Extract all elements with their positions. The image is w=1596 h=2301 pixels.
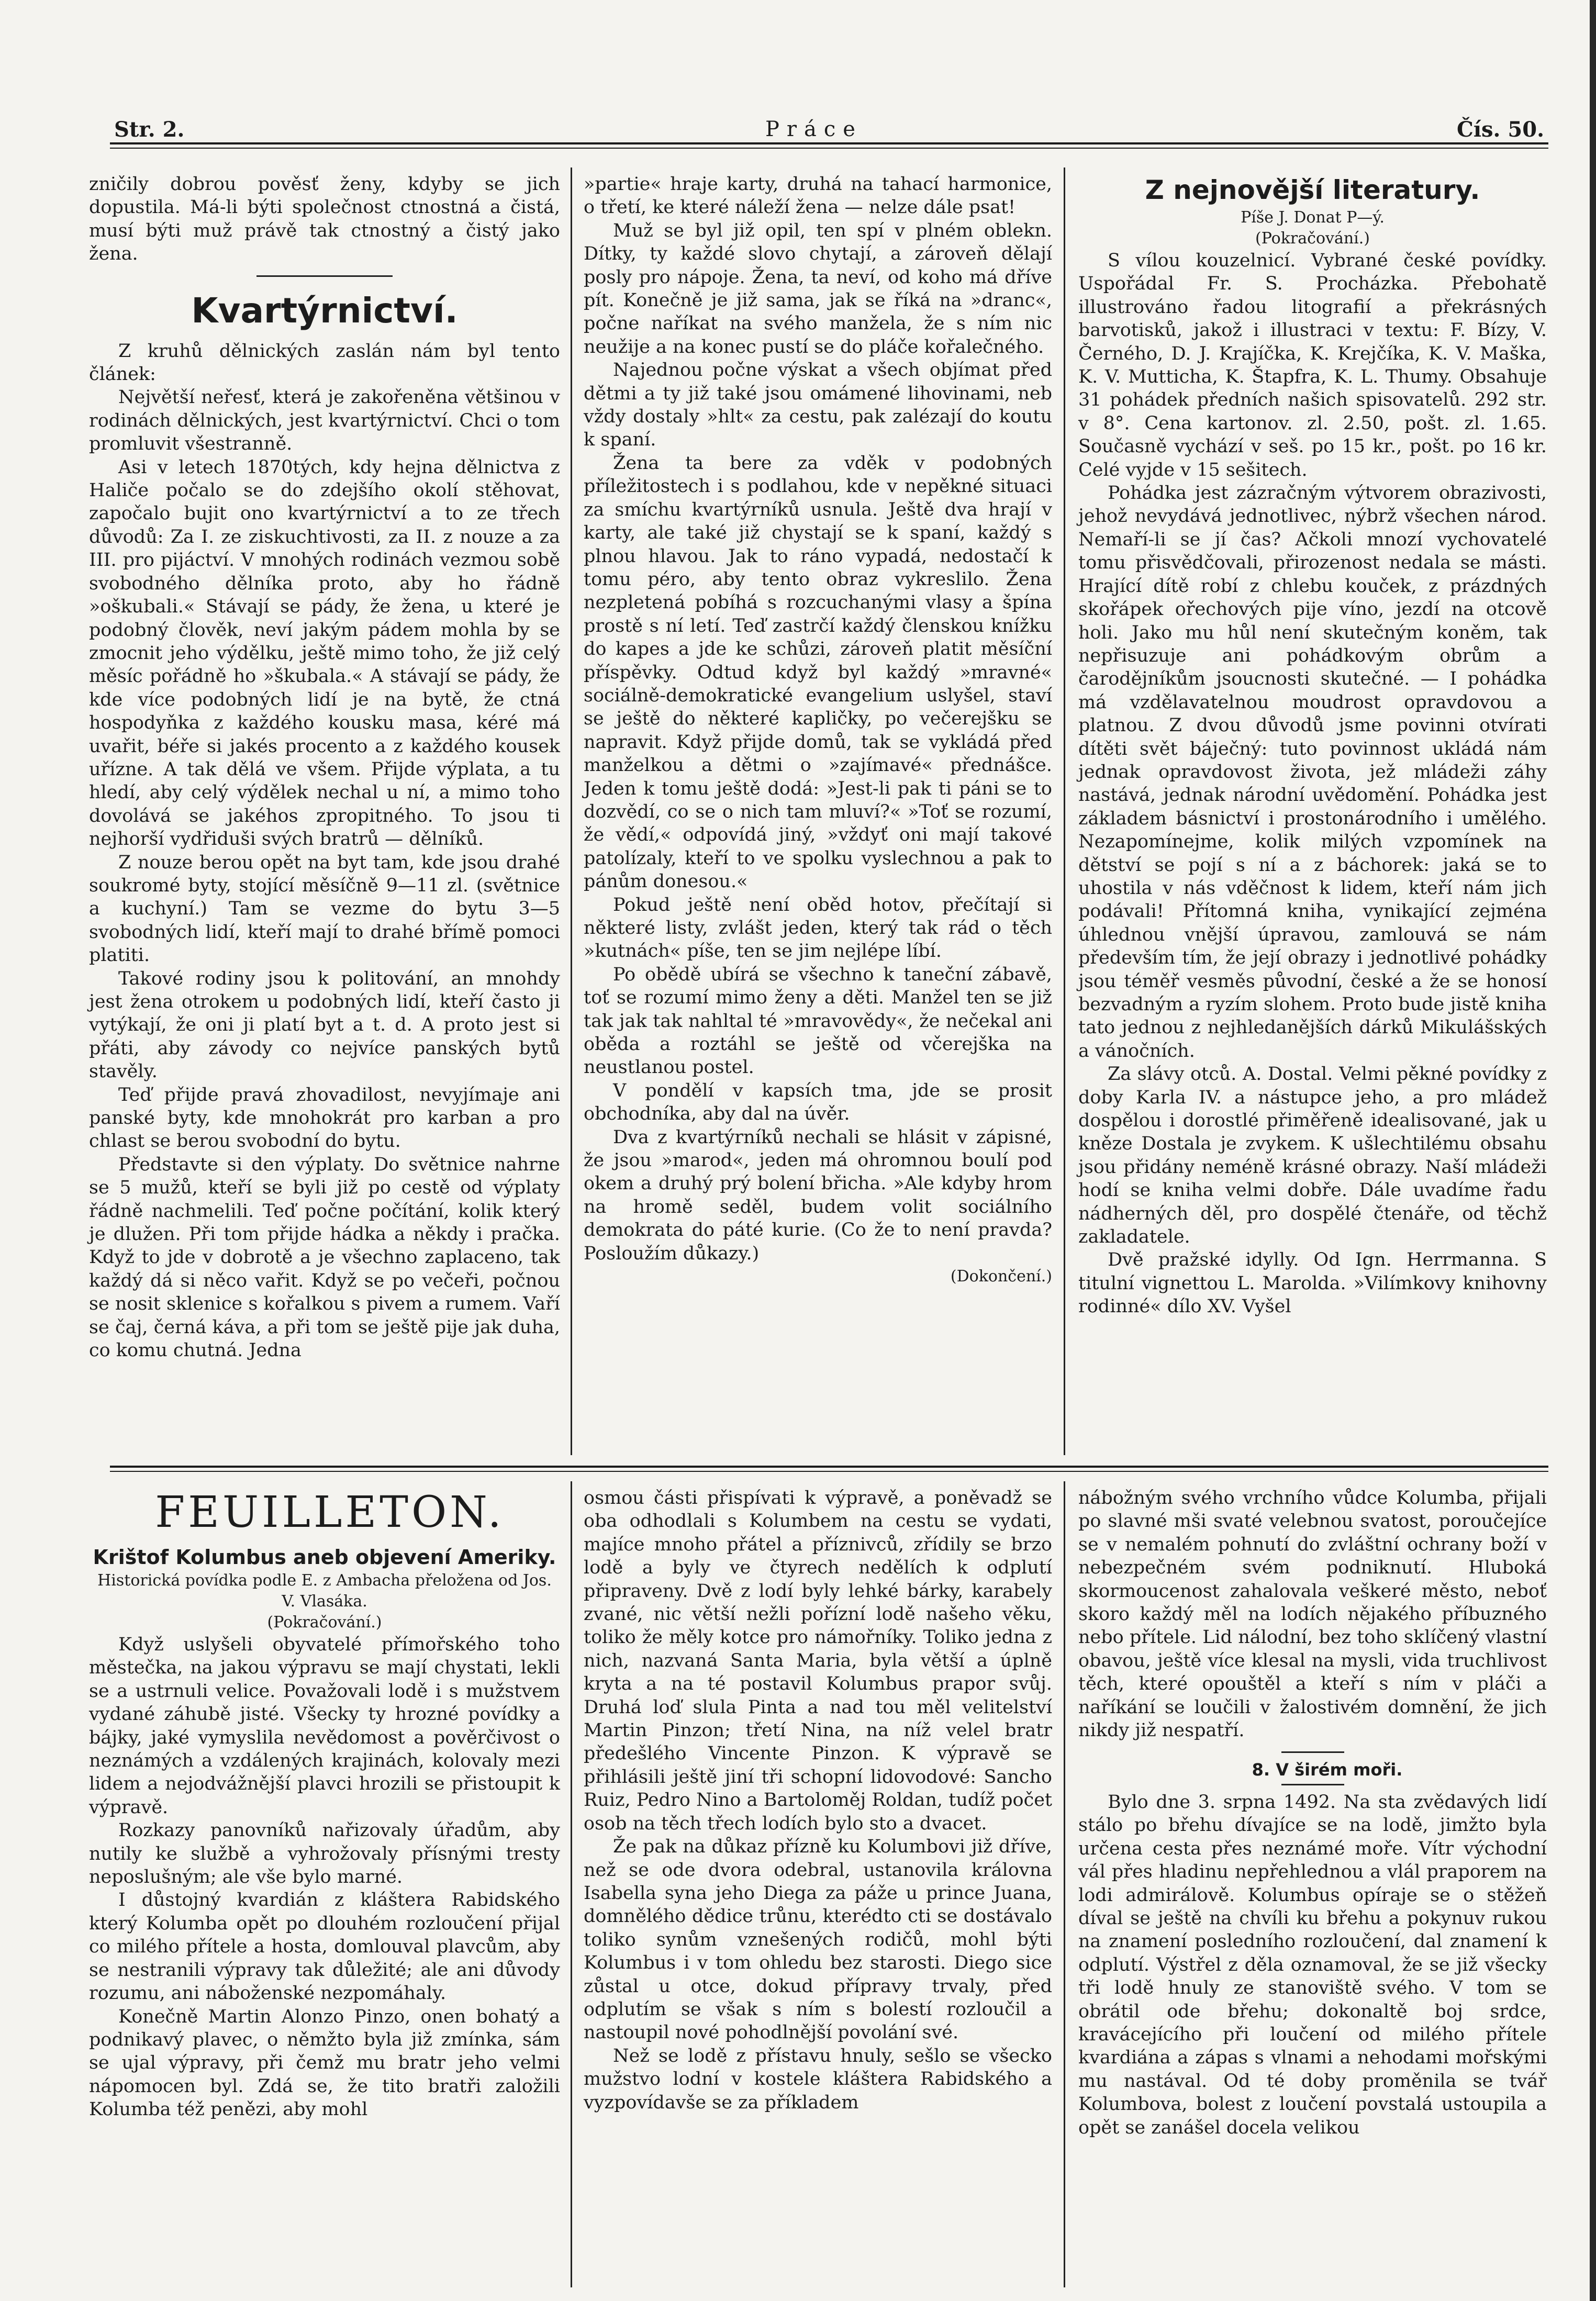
page-number: Str. 2. [114, 117, 185, 142]
section-separator [1281, 1784, 1344, 1785]
paragraph: »partie« hraje karty, druhá na tahací harmonice, o třetí, ke které náleží žena — nelze dále psat! [584, 174, 1052, 218]
feuilleton-column-1 [89, 1544, 560, 2121]
feuilleton-rule-thin [110, 1471, 1548, 1472]
feuilleton-column-2 [584, 1487, 1052, 2114]
section-separator [1281, 1751, 1344, 1753]
issue-number: Čís. 50. [1457, 117, 1544, 142]
paragraph: Asi v letech 1870tých, kdy hejna dělnictva z Haliče počalo se do zdejšího okolí stěhovat, započalo bujit ono kvartýrnictví a to ze třech důvodů: Za I. ze ziskuchtivosti, za II. z nouze a za III. pro pijáctví. V mnohých rodinách vezmou sobě svobodného dělníka proto, aby ho řádně »oškubali.« Stávají se pády, že žena, u které je podobný člověk, neví jakým pádem mohla by se zmocnit jeho výdělku, ještě mimo toho, že již celý měsíc pořádně ho »škubala.« A stávají se pády, že kde více podobných lidí je na bytě, že ctná hospodyňka z každého kousku masa, kéré má uvařit, béře si jakés procento a z každého kousek uřízne. A tak dělá ve všem. Přijde výplata, a tu hledí, aby celý výdělek nechal u ní, a mimo toho dovolává se jakéhos zpropitného. To jsou ti nejhorší vydřiduši svých bratrů — dělníků. [89, 456, 560, 850]
author-line: Píše J. Donat P—ý. [1241, 208, 1385, 227]
paragraph: Najednou počne výskat a všech objímat před dětmi a ty již také jsou omámené lihovinami, neb vždy dostaly »hlt« za cestu, pak zalézají do koutu k spaní. [584, 360, 1052, 451]
column-2 [584, 173, 1052, 1289]
paragraph: Pohádka jest zázračným výtvorem obrazivosti, jehož nevydává jednotlivec, nýbrž všechen národ. Nemaří-li se jí čas? Ačkoli mnozí vychovatelé tomu přisvědčovali, přirozenost nedala se másti. Hrající dítě robí z chlebu kouček, z prázdných skořápek ořechových pije víno, jezdí na otcově holi. Jako mu hůl není skutečným koněm, tak nepřisuzuje ani pohádkovým obrům a čarodějníkům jsoucnosti skutečné. — I pohádka má vzdělavatelnou moudrost opravdovou a platnou. Z dvou důvodů jsme povinni otvírati dítěti svět báječný: tuto povinnost ukládá nám jednak opravdovost života, jež mládeži záhy nastává, jednak národní uvědomění. Pohádka jest základem básnictví i prostonárodního i umělého. Nezapomínejme, kolik milých vzpomínek na dětství se pojí s ní a z báchorek: jaká se to uhostila v nás vděčnost k lidem, kteří nám jich podávali! Přítomná kniha, vynikající zejména úhlednou vnější úpravou, zamlouvá se nám především tím, že její obrazy i jednotlivé pohádky jsou téměř vesměs původní, české a že se honosí bezvadným a ryzím slohem. Proto bude jistě kniha tato jednou z nejhledanějších dárků Mikulášských a vánočních. [1078, 483, 1547, 1062]
paragraph: Když uslyšeli obyvatelé přímořského toho městečka, na jakou výpravu se mají chystati, lekli se a ustrnuli velice. Považovali lodě i s mužstvem vydané záhubě jisté. Všecky ty hrozné povídky a bájky, jaké vymyslila nevědomost a pověrčivost o neznámých a vzdálených krajinách, kolovaly mezi lidem a nejodvážnější plavci hrozili se přistoupit k výpravě. [89, 1634, 560, 1818]
story-title: Krištof Kolumbus aneb objevení Ameriky. [93, 1546, 556, 1569]
paragraph: Představte si den výplaty. Do světnice nahrne se 5 mužů, kteří se byli již po cestě od výplaty řádně nachmelili. Teď počne počítání, kolik který je dlužen. Při tom přijde hádka a někdy i pračka. Když to jde v dobrotě a je všechno zaplaceno, tak každý dá si něco vařit. Když se po večeři, počnou se nosit sklenice s kořalkou s pivem a rumem. Vaří se čaj, černá káva, a při tom se ještě pije jak duha, co komu chutná. Jedna [89, 1154, 560, 1361]
article-separator [256, 275, 393, 277]
article-intro: zničily dobrou pověsť ženy, kdyby se jich dopustila. Má-li býti společnost ctnostná a čistá, musí býti muž právě tak ctnostný a čistý jako žena. [89, 174, 560, 265]
paragraph: Že pak na důkaz přízně ku Kolumbovi již dříve, než se ode dvora odebral, ustanovila královna Isabella syna jeho Diega za páže u prince Juana, domnělého dědice trůnu, kterédto cti se dostávalo toliko synům vznešených rodičů, mohl býti Kolumbus i v tom ohledu bez starosti. Diego sice zůstal u otce, dokud přípravy trvaly, před odplutím se však s ním s bolestí rozloučil a nastoupil nové pohodlnější povolání své. [584, 1836, 1052, 2043]
feuilleton-heading: FEUILLETON. [155, 1488, 505, 1537]
paragraph: Z nouze berou opět na byt tam, kde jsou drahé soukromé byty, stojící měsíčně 9—11 zl. (světnice a kuchyní.) Tam se vezme do bytu 3—5 svobodných lidí, kteří mají to drahé břímě pomoci platiti. [89, 852, 560, 966]
paragraph: Konečně Martin Alonzo Pinzo, onen bohatý a podnikavý plavec, o němžto byla již zmínka, sám se ujal výpravy, při čemž mu bratr jeho velmi nápomocen byl. Zdá se, že tito bratři založili Kolumba též penězi, aby mohl [89, 2006, 560, 2120]
paragraph: Pokud ještě není oběd hotov, přečítají si některé listy, zvlášt jeden, který tak rád o těch »kutnách« píše, ten se jim nejlépe líbí. [584, 894, 1052, 962]
page-header [84, 110, 1544, 147]
paragraph: I důstojný kvardián z kláštera Rabidského který Kolumba opět po dlouhém rozloučení přijal co milého přítele a hosta, domlouval plavcům, aby se nestranili výpravy tak důležité; ale ani důvody rozumu, ani náboženské nezpomáhaly. [89, 1890, 560, 2004]
feuilleton-column-3 [1078, 1487, 1547, 2139]
paragraph: Teď přijde pravá zhovadilost, nevyjímaje ani panské byty, kde mnohokrát pro karban a pro chlast se berou svobodní do bytu. [89, 1084, 560, 1152]
paragraph: S vílou kouzelnicí. Vybrané české povídky. Uspořádal Fr. S. Procházka. Přebohatě illustrováno řadou litografií a překrásných barvotisků, jakož i illustraci v textu: F. Bízy, V. Černého, D. J. Krajíčka, K. Krejčíka, K. V. Maška, K. V. Mutticha, K. Štapfra, K. L. Thumy. Obsahuje 31 pohádek předních našich spisovatelů. 292 str. v 8°. Cena kartonov. zl. 2.50, pošt. zl. 1.65. Současně vychází v seš. po 15 kr., pošt. po 16 kr. Celé vyjde v 15 sešitech. [1078, 250, 1547, 481]
paragraph: Než se lodě z přístavu hnuly, sešlo se všecko mužstvo lodní v kostele kláštera Rabidského a vyzpovídavše se za příkladem [584, 2045, 1052, 2113]
scan-edge [1590, 0, 1596, 2301]
paragraph: osmou části přispívati k výpravě, a poněvadž se oba odhodlali s Kolumbem na cestu se vydati, majíce mnoho přátel a příznivců, zřídily se brzo lodě a byly ve čtyrech nedělích k odplutí připraveny. Dvě z lodí byly lehké bárky, karabely zvané, nic větší nežli pořízní lodě našeho věku, toliko že měly kotce pro námořníky. Toliko jedna z nich, nazvaná Santa Maria, byla větší a úplně kryta a na té postavil Kolumbus prapor svůj. Druhá loď slula Pinta a nad tou měl velitelství Martin Pinzon; třetí Nina, na níž velel bratr předešlého Vincente Pinzon. K výpravě se přihlásili ještě jiní tři schopní lidovodové: Sancho Ruiz, Pedro Nino a Bartoloměj Roldan, tudíž počet osob na těch třech lodích bylo sto a dvacet. [584, 1488, 1052, 1834]
paragraph: V pondělí v kapsích tma, jde se prosit obchodníka, aby dal na úvěr. [584, 1080, 1052, 1125]
continuation-note: (Pokračování.) [1255, 229, 1370, 248]
story-byline: Historická povídka podle E. z Ambacha přeložena od Jos. V. Vlasáka. [97, 1571, 552, 1611]
paragraph: Žena ta bere za vděk v podobných příležitostech i s podlahou, kde v nepěkné situaci za smíchu kvartýrníků usnula. Ještě dva hrají v karty, ale také již chystají se k spaní, každý s plnou hlavou. Jak to ráno vypadá, nedostačí k tomu péro, aby tento obraz vykreslilo. Žena nezpletená pobíhá s rozcuchanými vlasy a špína prostě s ní letí. Teď zastrčí každý členskou knížku do kapes a jde ke schůzi, zároveň platit měsíční příspěvky. Odtud když byl každý »mravné« sociálně-demokratické evangelium uslyšel, staví se ještě do některé kapličky, po večerejšku se napravit. Když přijde domů, tak se vykládá před manželkou a dětmi o »zajímavé« přednášce. Jeden k tomu ještě dodá: »Jest-li pak ti páni se to dozvědí, co se o nich tam mluví?« »Toť se rozumí, že vědí,« odpovídá jiný, »vždyť oni mají takové patolízaly, kteří to ve spolku vyslechnou a pak to pánům donesou.« [584, 452, 1052, 892]
continuation-note: (Pokračování.) [267, 1613, 382, 1632]
paragraph: Největší neřesť, která je zakořeněna většinou v rodinách dělnických, jest kvartýrnictví. Chci o tom promluvit všestranně. [89, 387, 560, 455]
column-divider [1064, 167, 1065, 1455]
paragraph: Takové rodiny jsou k politování, an mnohdy jest žena otrokem u podobných lidí, kteří často ji vytýkají, že oni ji platí byt a t. d. A proto jest si přáti, aby závody co nejvíce panských bytů stavěly. [89, 968, 560, 1082]
feuilleton-rule [110, 1466, 1548, 1468]
column-1 [89, 173, 560, 1362]
paragraph: Rozkazy panovníků nařizovaly úřadům, aby nutily ke službě a vyhrožovaly přísnými tresty neposlušným; ale vše bylo marné. [89, 1820, 560, 1888]
paragraph: Dvě pražské idylly. Od Ign. Herrmanna. S titulní vignettou L. Marolda. »Vilímkovy knihovny rodinné« dílo XV. Vyšel [1078, 1249, 1547, 1317]
newspaper-title: Práce [765, 117, 863, 141]
paragraph: Bylo dne 3. srpna 1492. Na sta zvědavých lidí stálo po břehu dívajíce se na lodě, jimžto byla určena cesta přes neznámé moře. Vítr východní vál přes hladinu nepřehlednou a vlál praporem na lodi admirálově. Kolumbus opíraje se o stěžeň díval se ještě na chvíli ku břehu a pokynuv rukou na znamení posledního rozloučení, dal znamení k odplutí. Výstřel z děla oznamoval, že se již všecky tři lodě hnuly ze stanoviště svého. V tom se obrátil ode břehu; dokonaltě boj srdce, kravácejícího při loučení od milého přítele kvardiána a zápas s vlnami a nehodami mořskými mu nastával. Od té doby proměnila se tvář Kolumbova, bolest z loučení povstalá ustoupila a opět se zanášel docela velikou [1078, 1791, 1547, 2138]
paragraph: Po obědě ubírá se všechno k taneční zábavě, toť se rozumí mimo ženy a děti. Manžel ten se již tak jak tak nahltal té »mravovědy«, že nečekal ani oběda a roztáhl se ještě od včerejška na neustlanou postel. [584, 964, 1052, 1078]
section-title: 8. V širém moři. [1252, 1760, 1403, 1780]
header-rule [110, 142, 1548, 149]
column-divider [571, 1481, 572, 2287]
paragraph: Muž se byl již opil, ten spí v plném oblekn. Dítky, ty každé slovo chytají, a zároveň dělají posly pro nápoje. Žena, ta neví, od koho má dříve pít. Konečně je již sama, jak se říká na »dranc«, počne naříkat na svého manžela, že s ním nic neužije a na konec pustí se do pláče kořalečného. [584, 220, 1052, 358]
paragraph: Za slávy otců. A. Dostal. Velmi pěkné povídky z doby Karla IV. a nástupce jeho, a pro mládež dospělou i dorostlé přiměřeně idealisované, jak u kněze Dostala je zvykem. K ušlechtilému obsahu jsou přidány neméně krásné obrazy. Naší mládeži hodí se kniha velmi dobře. Dále uvadíme řadu nádherných děl, pro dospělé čtenáře, od těchž zakladatele. [1078, 1064, 1547, 1248]
paragraph: Z kruhů dělnických zaslán nám byl tento článek: [89, 340, 560, 385]
column-divider [1064, 1481, 1065, 2287]
paragraph: Dva z kvartýrníků nechali se hlásit v zápisné, že jsou »marod«, jeden má ohromnou boulí pod okem a druhý prý bolení břicha. »Ale kdyby hrom na hromě seděl, budem volit sociálního demokrata do páté kurie. (Co že to není pravda? Posloužím důkazy.) [584, 1126, 1052, 1264]
signoff: (Dokončení.) [950, 1267, 1052, 1286]
column-divider [571, 167, 572, 1455]
literature-title: Z nejnovější literatury. [1145, 175, 1480, 205]
column-3 [1078, 173, 1547, 1319]
paragraph: nábožným svého vrchního vůdce Kolumba, přijali po slavné mši svaté velebnou svatost, poroučejíce se v nemalém pohnutí do zvláštní ochrany boží v nebezpečném svém podniknutí. Hluboká skormoucenost zahalovala veškeré město, neboť skoro každý měl na lodích nějakého příbuzného nebo přítele. Lid nálodní, bez toho sklíčený vlastní obavou, ještě více klesal na mysli, vida truchlivost těch, které opouštěl a kteří s ním v pláči a naříkání se loučili v žalostivém domnění, že jich nikdy již nespatří. [1078, 1488, 1547, 1741]
article-title: Kvartýrnictví. [191, 290, 458, 331]
